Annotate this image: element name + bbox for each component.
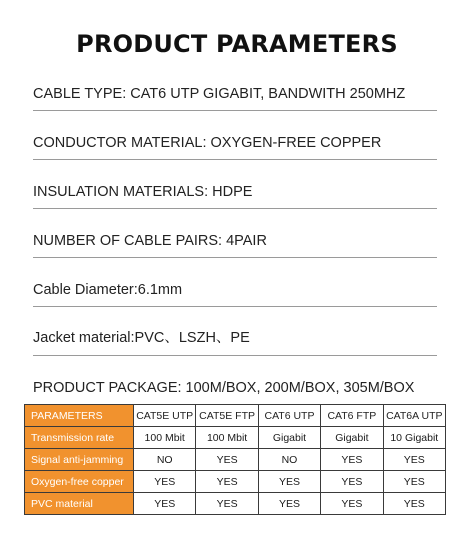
table-cell: YES: [134, 471, 196, 493]
table-header-parameters: PARAMETERS: [25, 405, 134, 427]
table-cell: 10 Gigabit: [383, 427, 445, 449]
param-product-package: PRODUCT PACKAGE: 100M/BOX, 200M/BOX, 305M/BOX: [33, 356, 437, 405]
table-cell: 100 Mbit: [134, 427, 196, 449]
parameter-list: [33, 62, 437, 405]
table-row: [25, 427, 446, 449]
table-cell: NO: [134, 449, 196, 471]
param-jacket-material: Jacket material:PVC、LSZH、PE: [33, 307, 437, 356]
param-insulation-materials: INSULATION MATERIALS: HDPE: [33, 160, 437, 209]
table-cell: YES: [383, 493, 445, 515]
table-cell: YES: [321, 471, 383, 493]
table-row-label: Oxygen-free copper: [25, 471, 134, 493]
table-column-header: CAT6 FTP: [321, 405, 383, 427]
table-cell: YES: [258, 471, 320, 493]
param-cable-pairs: NUMBER OF CABLE PAIRS: 4PAIR: [33, 209, 437, 258]
table-cell: YES: [258, 493, 320, 515]
table-header-row: [25, 405, 446, 427]
table-cell: Gigabit: [321, 427, 383, 449]
table-row: [25, 493, 446, 515]
table-column-header: CAT5E FTP: [196, 405, 258, 427]
table-row-label: Signal anti-jamming: [25, 449, 134, 471]
table-cell: Gigabit: [258, 427, 320, 449]
table-column-header: CAT6A UTP: [383, 405, 445, 427]
table-row: [25, 449, 446, 471]
table-row-label: Transmission rate: [25, 427, 134, 449]
param-cable-diameter: Cable Diameter:6.1mm: [33, 258, 437, 307]
table-cell: NO: [258, 449, 320, 471]
table-cell: YES: [383, 449, 445, 471]
table-cell: YES: [196, 471, 258, 493]
table-cell: YES: [196, 449, 258, 471]
table-cell: 100 Mbit: [196, 427, 258, 449]
table-column-header: CAT6 UTP: [258, 405, 320, 427]
table-cell: YES: [321, 449, 383, 471]
param-conductor-material: CONDUCTOR MATERIAL: OXYGEN-FREE COPPER: [33, 111, 437, 160]
spec-comparison-table: [24, 404, 446, 515]
table-cell: YES: [134, 493, 196, 515]
table-column-header: CAT5E UTP: [134, 405, 196, 427]
page-title: PRODUCT PARAMETERS: [76, 30, 398, 59]
table-row-label: PVC material: [25, 493, 134, 515]
param-cable-type: CABLE TYPE: CAT6 UTP GIGABIT, BANDWITH 250MHZ: [33, 62, 437, 111]
table-cell: YES: [196, 493, 258, 515]
table-cell: YES: [321, 493, 383, 515]
table-cell: YES: [383, 471, 445, 493]
table-row: [25, 471, 446, 493]
